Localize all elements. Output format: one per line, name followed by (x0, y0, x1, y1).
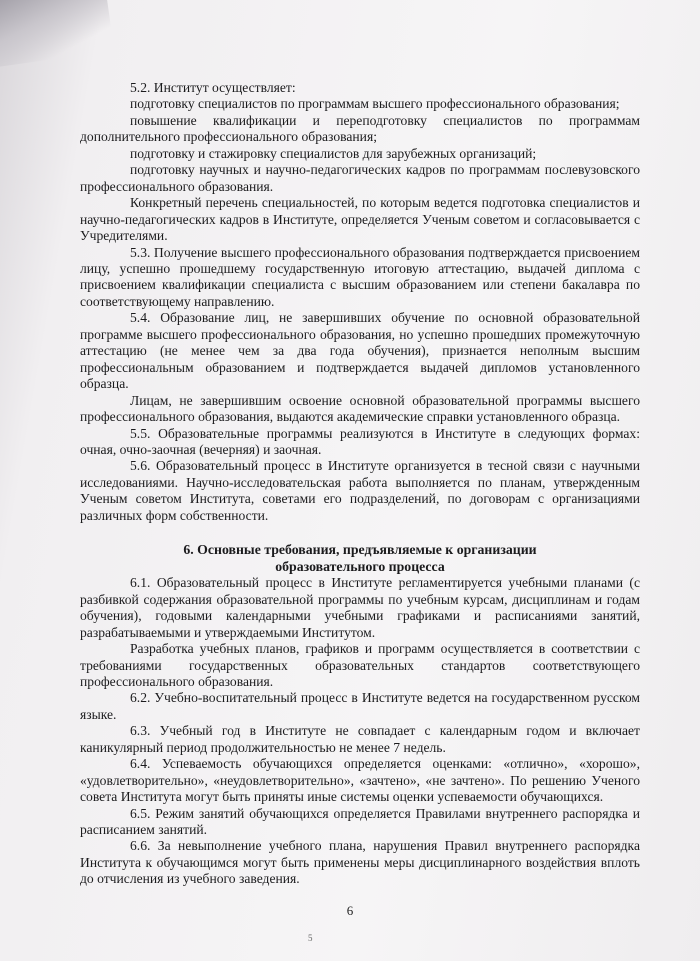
paragraph: 5.4. Образование лиц, не завершивших обучение по основной образовательной программе высшего профессионального образования, но успешно прошедших промежуточную аттестацию (не менее чем за два года обучения), признается неполным высшим профессиональным образованием и подтверждается выдачей дипломов установленного образца. (80, 310, 640, 392)
paragraph: Разработка учебных планов, графиков и программ осуществляется в соответствии с требованиями государственных образовательных стандартов соответствующего профессионального образования. (80, 641, 640, 689)
paragraph: Конкретный перечень специальностей, по которым ведется подготовка специалистов и научно-педагогических кадров в Институте, определяется Ученым советом и согласовывается с Учредителями. (80, 195, 640, 244)
paragraph: 6.2. Учебно-воспитательный процесс в Институте ведется на государственном русском языке. (80, 690, 640, 722)
paragraph: 6.1. Образовательный процесс в Институте регламентируется учебными планами (с разбивкой содержания образовательной программы по учебным курсам, дисциплинам и годам обучения), годовыми календарными учебными графиками и расписаниями занятий, разрабатываемыми и утверждаемыми Институтом. (80, 575, 640, 640)
section-heading (80, 542, 640, 575)
paragraph: 6.4. Успеваемость обучающихся определяется оценками: «отлично», «хорошо», «удовлетворительно», «неудовлетворительно», «зачтено», «не зачтено». По решению Ученого совета Института могут быть приняты иные системы оценки успеваемости обучающихся. (80, 756, 640, 805)
paragraph: 5.2. Институт осуществляет: (130, 80, 296, 95)
paragraph: подготовку научных и научно-педагогических кадров по программам послевузовского профессионального образования. (80, 162, 640, 194)
paragraph: 6.6. За невыполнение учебного плана, нарушения Правил внутреннего распорядка Института к обучающимся могут быть применены меры дисциплинарного воздействия вплоть до отчисления из учебного заведения. (80, 838, 640, 887)
page-number: 6 (346, 903, 354, 918)
section-heading-line1: 6. Основные требования, предъявляемые к организации (183, 542, 537, 558)
paragraph: 6.5. Режим занятий обучающихся определяется Правилами внутреннего распорядка и расписанием занятий. (80, 805, 640, 838)
paragraph: подготовку специалистов по программам высшего профессионального образования; (130, 96, 620, 112)
section-heading-line2: образовательного процесса (275, 558, 445, 574)
paragraph: 6.3. Учебный год в Институте не совпадает с календарным годом и включает каникулярный период продолжительностью не менее 7 недель. (80, 723, 640, 755)
bottom-mark: 5 (308, 933, 313, 943)
paragraph: Лицам, не завершившим освоение основной образовательной программы высшего профессионального образования, выдаются академические справки установленного образца. (80, 392, 640, 425)
paragraph: 5.6. Образовательный процесс в Институте организуется в тесной связи с научными исследованиями. Научно-исследовательская работа выполняется по планам, утвержденным Ученым советом Института, советами его подразделений, по договорам с организациями различных форм собственности. (80, 458, 640, 523)
paragraph: 5.5. Образовательные программы реализуются в Институте в следующих формах: очная, очно-заочная (вечерняя) и заочная. (80, 425, 640, 457)
paragraph: 5.3. Получение высшего профессионального образования подтверждается присвоением лицу, успешно прошедшему государственную итоговую аттестацию, выдачей диплома с присвоением квалификации специалиста с высшим образованием или степени бакалавра по соответствующему направлению. (80, 244, 640, 309)
paragraph: подготовку и стажировку специалистов для зарубежных организаций; (130, 145, 537, 161)
page-fold-shadow (0, 0, 114, 69)
document-body (80, 80, 640, 888)
paragraph: повышение квалификации и переподготовку специалистов по программам дополнительного профессионального образования; (80, 112, 640, 145)
